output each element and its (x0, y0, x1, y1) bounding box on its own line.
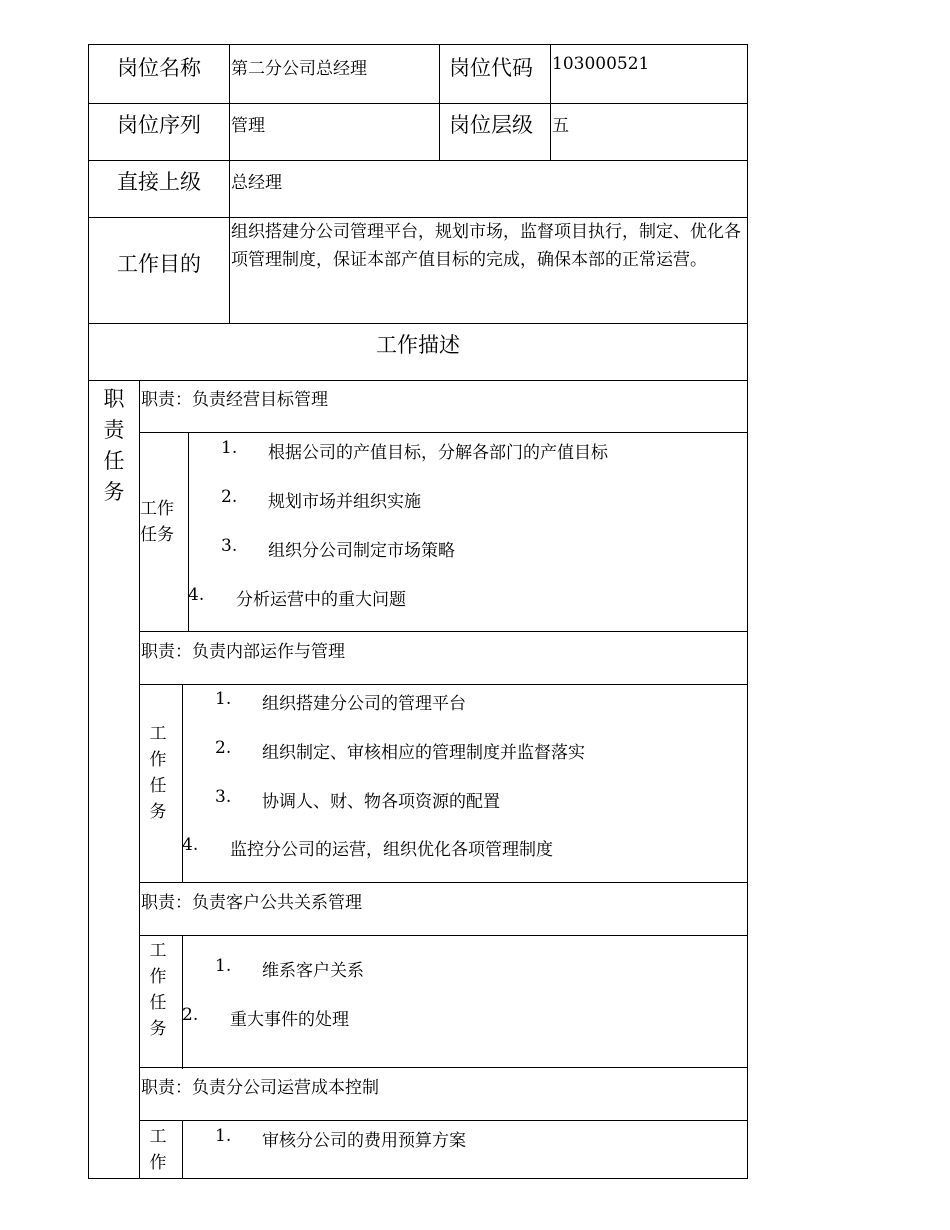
position-code-label: 岗位代码 (449, 56, 533, 80)
task-text: 协调人、财、物各项资源的配置 (262, 792, 500, 812)
position-name-label: 岗位名称 (117, 56, 201, 80)
duty-title: 职责：负责分公司运营成本控制 (141, 1078, 379, 1098)
row-divider (88, 160, 748, 161)
duty-title: 职责：负责内部运作与管理 (141, 642, 345, 662)
task-text: 分析运营中的重大问题 (236, 590, 406, 610)
task-number: 1. (215, 689, 232, 709)
position-series-label: 岗位序列 (117, 113, 201, 137)
row-divider (139, 882, 748, 883)
task-text: 重大事件的处理 (230, 1010, 349, 1030)
duty-title: 职责：负责客户公共关系管理 (141, 893, 362, 913)
col-divider (439, 44, 440, 161)
position-level-label: 岗位层级 (449, 113, 533, 137)
task-text: 维系客户关系 (262, 961, 364, 981)
task-number: 1. (221, 438, 238, 458)
task-text: 根据公司的产值目标，分解各部门的产值目标 (268, 443, 608, 463)
task-label: 工 作 任 务 (149, 724, 167, 822)
task-label: 工 作 (149, 1127, 167, 1173)
task-number: 4. (188, 585, 205, 605)
task-number: 4. (182, 835, 199, 855)
duties-label: 职 责 任 务 (103, 387, 125, 504)
task-text: 组织搭建分公司的管理平台 (262, 694, 466, 714)
duty-title: 职责：负责经营目标管理 (141, 390, 328, 410)
task-text: 监控分公司的运营，组织优化各项管理制度 (230, 840, 553, 860)
task-number: 2. (182, 1005, 199, 1025)
purpose-text: 组织搭建分公司管理平台，规划市场，监督项目执行，制定、优化各项管理制度，保证本部产值目标的完成，确保本部的正常运营。 (231, 222, 741, 270)
task-number: 1. (215, 956, 232, 976)
task-number: 2. (215, 738, 232, 758)
superior-value: 总经理 (231, 173, 282, 193)
row-divider (139, 631, 748, 632)
task-label: 工作任务 (140, 499, 174, 545)
task-number: 3. (215, 787, 232, 807)
col-divider (550, 44, 551, 161)
row-divider (139, 935, 748, 936)
row-divider (88, 380, 748, 381)
row-divider (139, 432, 748, 433)
task-text: 规划市场并组织实施 (268, 492, 421, 512)
task-column-divider (182, 1120, 183, 1179)
task-number: 2. (221, 487, 238, 507)
description-title: 工作描述 (376, 333, 460, 357)
task-text: 组织制定、审核相应的管理制度并监督落实 (262, 743, 585, 763)
position-level-value: 五 (552, 116, 569, 136)
task-number: 1. (215, 1126, 232, 1146)
position-name-value: 第二分公司总经理 (231, 59, 367, 79)
row-divider (139, 1120, 748, 1121)
superior-label: 直接上级 (117, 170, 201, 194)
row-divider (139, 684, 748, 685)
col-divider (229, 44, 230, 324)
position-code-value: 103000521 (552, 54, 650, 74)
position-series-value: 管理 (231, 116, 265, 136)
task-label: 工 作 任 务 (149, 941, 167, 1039)
row-divider (88, 103, 748, 104)
purpose-label: 工作目的 (117, 252, 201, 276)
row-divider (139, 1067, 748, 1068)
task-text: 组织分公司制定市场策略 (268, 541, 455, 561)
task-text: 审核分公司的费用预算方案 (262, 1131, 466, 1151)
row-divider (88, 323, 748, 324)
task-number: 3. (221, 536, 238, 556)
task-column-divider (182, 935, 183, 1069)
